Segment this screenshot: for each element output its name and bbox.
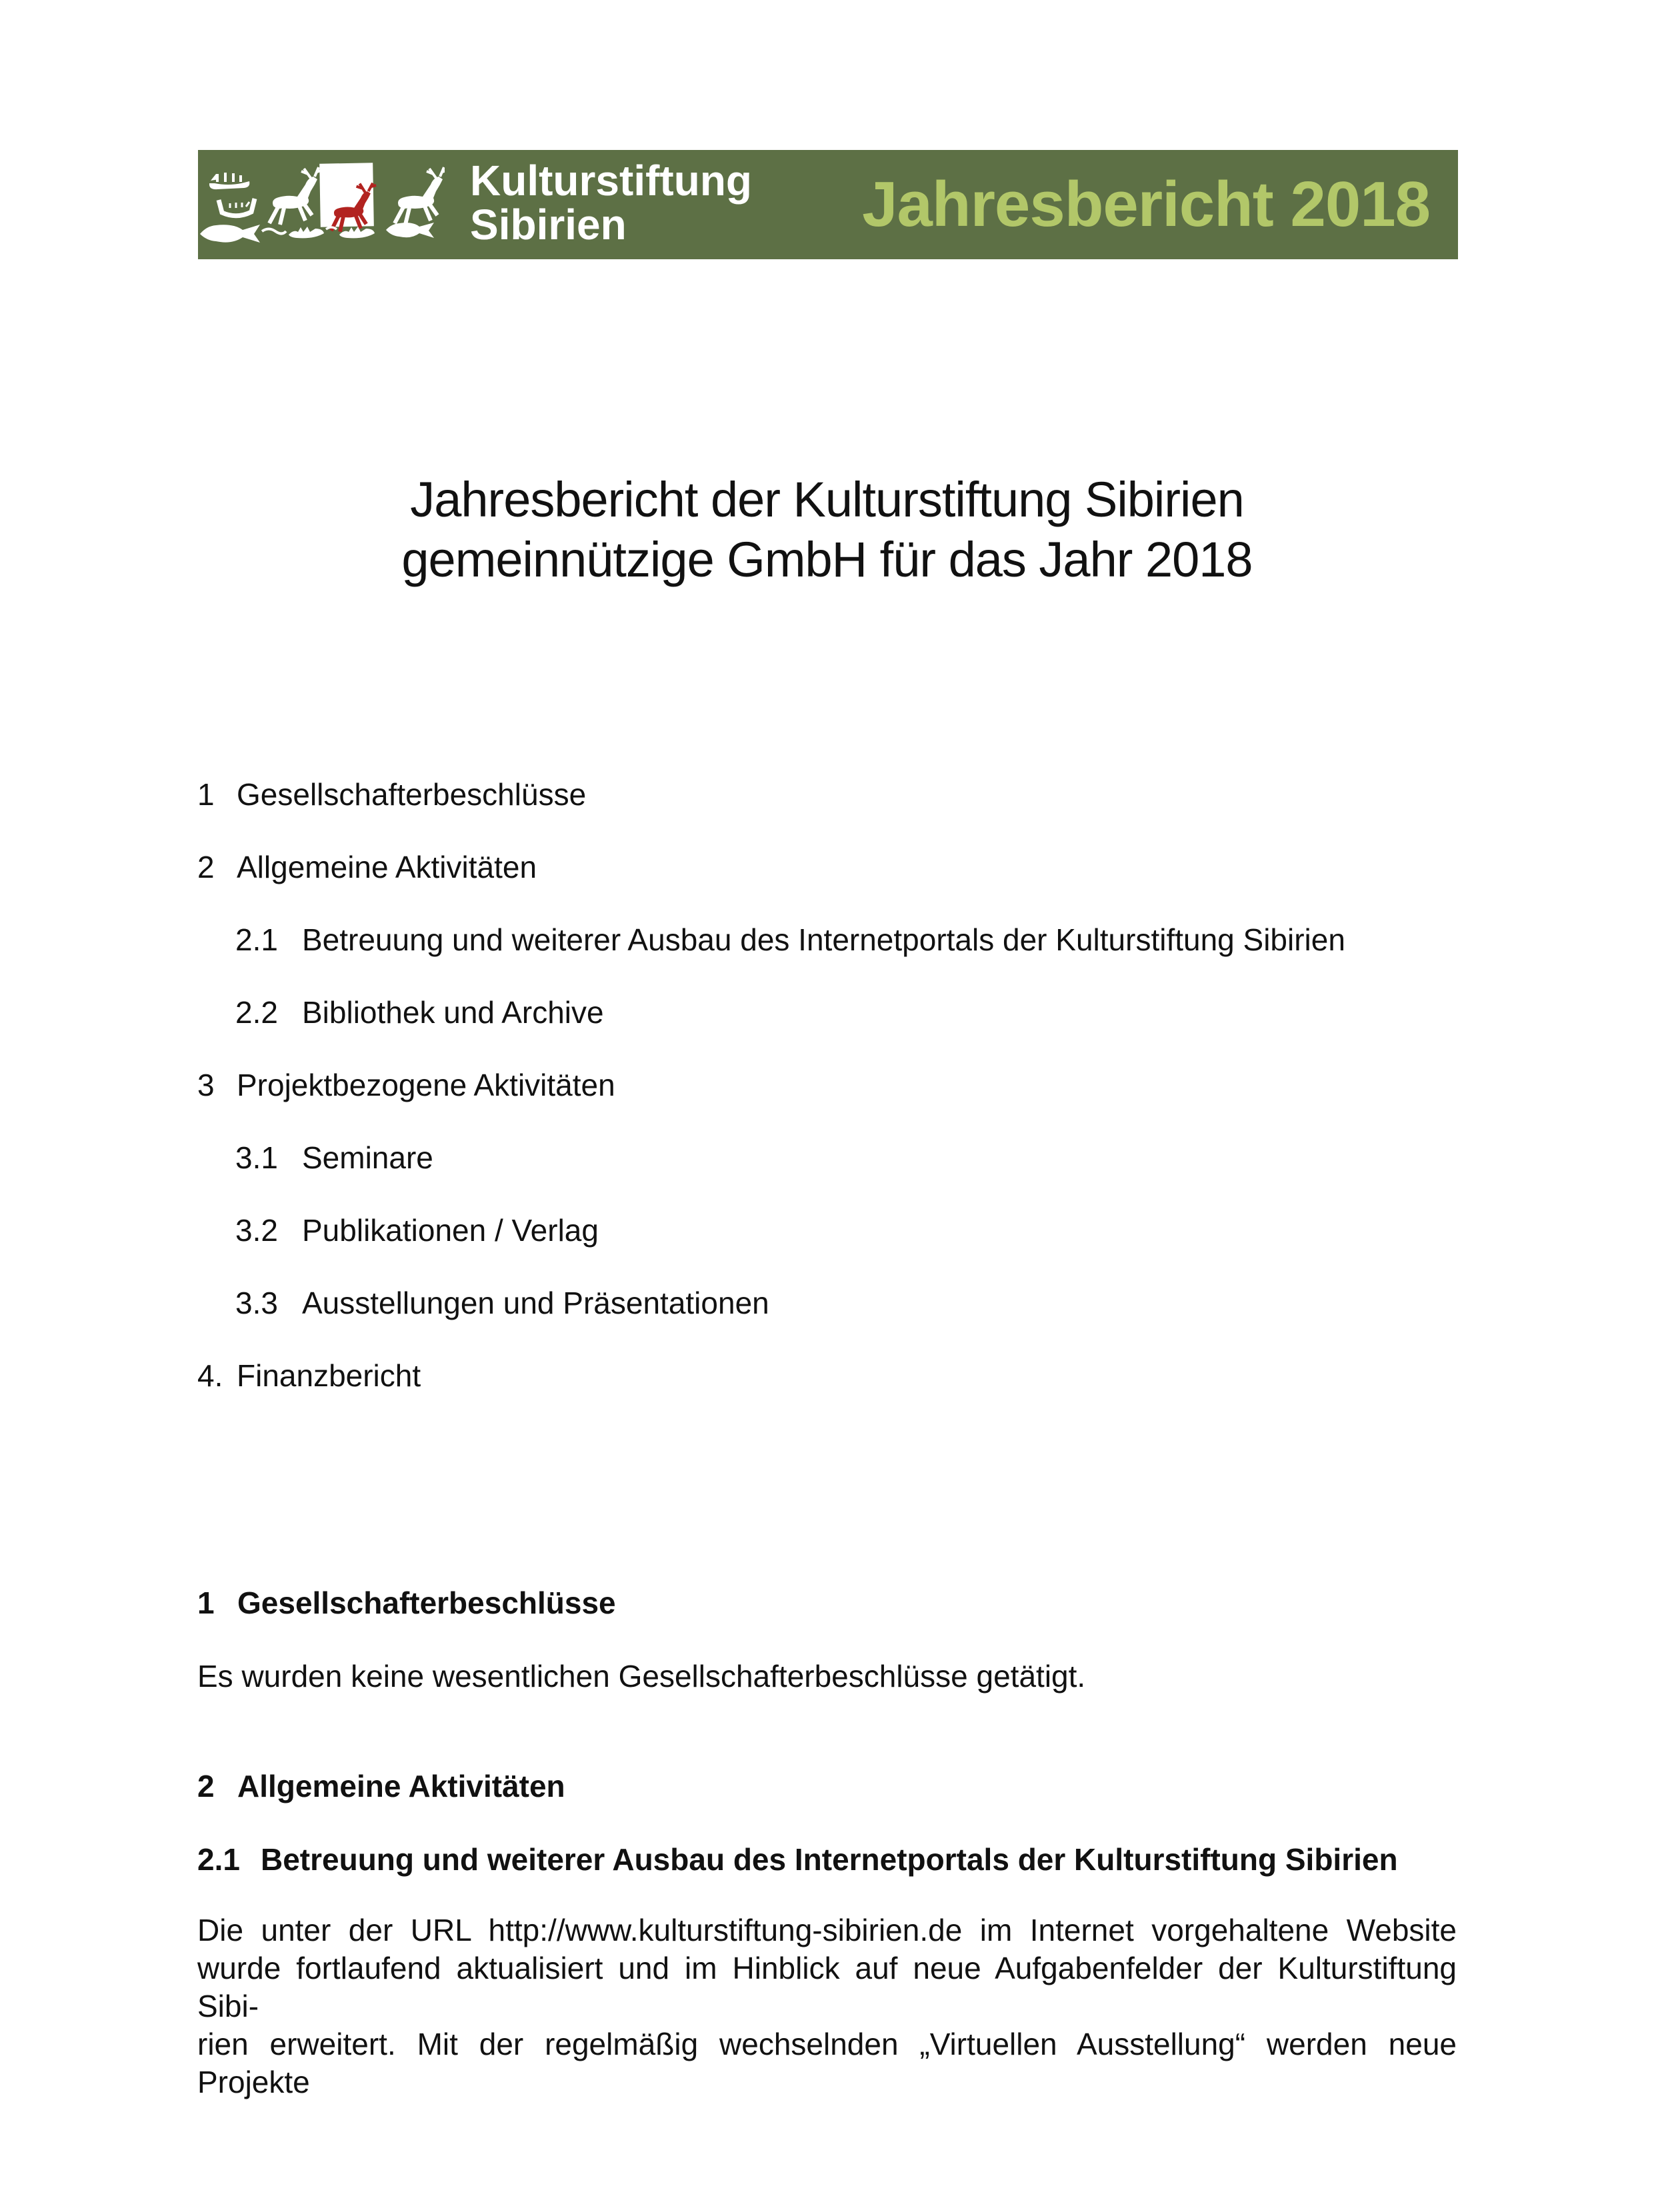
deer-glyph-icon bbox=[269, 167, 323, 225]
fish-glyph-icon bbox=[200, 225, 260, 243]
toc-entry-label: Seminare bbox=[302, 1140, 433, 1175]
toc-entry-3-2 bbox=[235, 1212, 1457, 1248]
toc-entry-number: 2.1 bbox=[235, 922, 278, 957]
toc-entry-3 bbox=[197, 1067, 1457, 1103]
table-of-contents bbox=[197, 776, 1457, 1430]
toc-entry-label: Gesellschafterbeschlüsse bbox=[237, 777, 587, 812]
deer-glyph-icon bbox=[395, 167, 445, 225]
canoe-glyph-icon bbox=[289, 227, 324, 238]
paragraph-line: Die unter der URL http://www.kulturstiftung-sibirien.de im Internet vorgehaltene Website bbox=[197, 1913, 1457, 1947]
section-1-paragraph: Es wurden keine wesentlichen Gesellschafterbeschlüsse getätigt. bbox=[197, 1659, 1086, 1693]
toc-entry-label: Finanzbericht bbox=[237, 1358, 421, 1393]
org-wordmark bbox=[470, 159, 752, 247]
section-heading-text: Gesellschafterbeschlüsse bbox=[237, 1586, 616, 1620]
toc-entry-number: 3.2 bbox=[235, 1213, 278, 1248]
toc-entry-2 bbox=[197, 849, 1457, 885]
toc-entry-label: Projektbezogene Aktivitäten bbox=[237, 1068, 615, 1102]
canoe-glyph-icon bbox=[339, 227, 375, 238]
toc-entry-2-2 bbox=[235, 994, 1457, 1030]
document-title-line1: Jahresbericht der Kulturstiftung Sibirien bbox=[410, 472, 1244, 527]
toc-entry-number: 2.2 bbox=[235, 995, 278, 1030]
sledge-glyph-icon bbox=[209, 173, 249, 189]
toc-entry-label: Betreuung und weiterer Ausbau des Internetportals der Kulturstiftung Sibirien bbox=[302, 922, 1345, 957]
toc-entry-number: 1 bbox=[197, 777, 215, 812]
paragraph-line: rien erweitert. Mit der regelmäßig wechselnden „Virtuellen Ausstellung“ werden neue Projekte bbox=[197, 2027, 1457, 2099]
section-number: 2 bbox=[197, 1769, 215, 1803]
toc-entry-3-1 bbox=[235, 1140, 1457, 1176]
section-2-1-heading bbox=[197, 1841, 1457, 1877]
toc-entry-label: Bibliothek und Archive bbox=[302, 995, 604, 1030]
toc-entry-3-3 bbox=[235, 1285, 1457, 1321]
wave-glyph-icon bbox=[262, 229, 286, 234]
section-2-heading bbox=[197, 1768, 1457, 1804]
toc-entry-label: Allgemeine Aktivitäten bbox=[237, 850, 537, 884]
org-name-line1: Kulturstiftung bbox=[470, 157, 752, 205]
section-heading-text: Betreuung und weiterer Ausbau des Internetportals der Kulturstiftung Sibirien bbox=[261, 1842, 1398, 1877]
petroglyph-logo-icon bbox=[198, 150, 445, 259]
section-2-1-paragraph bbox=[197, 1911, 1457, 2101]
section-heading-text: Allgemeine Aktivitäten bbox=[237, 1769, 565, 1803]
section-1-heading bbox=[197, 1585, 1457, 1621]
toc-entry-label: Ausstellungen und Präsentationen bbox=[302, 1286, 769, 1320]
toc-entry-number: 3.1 bbox=[235, 1140, 278, 1175]
red-deer-panel-icon bbox=[319, 163, 376, 231]
boat-glyph-icon bbox=[219, 199, 255, 216]
banner-report-title: Jahresbericht 2018 bbox=[862, 169, 1430, 240]
document-title bbox=[197, 470, 1457, 590]
toc-entry-1 bbox=[197, 776, 1457, 812]
toc-entry-number: 3.3 bbox=[235, 1286, 278, 1320]
toc-entry-number: 3 bbox=[197, 1068, 215, 1102]
toc-entry-4 bbox=[197, 1358, 1457, 1394]
toc-entry-label: Publikationen / Verlag bbox=[302, 1213, 599, 1248]
document-title-line2: gemeinnützige GmbH für das Jahr 2018 bbox=[401, 532, 1253, 587]
org-name-line2: Sibirien bbox=[470, 201, 627, 249]
section-number: 1 bbox=[197, 1586, 215, 1620]
report-banner bbox=[198, 150, 1458, 259]
section-number: 2.1 bbox=[197, 1842, 240, 1877]
paragraph-line: wurde fortlaufend aktualisiert und im Hinblick auf neue Aufgabenfelder der Kulturstiftung Sibi- bbox=[197, 1951, 1457, 2023]
fish-glyph-icon bbox=[386, 223, 434, 238]
toc-entry-number: 4. bbox=[197, 1358, 223, 1393]
toc-entry-number: 2 bbox=[197, 850, 215, 884]
toc-entry-2-1 bbox=[235, 922, 1457, 958]
